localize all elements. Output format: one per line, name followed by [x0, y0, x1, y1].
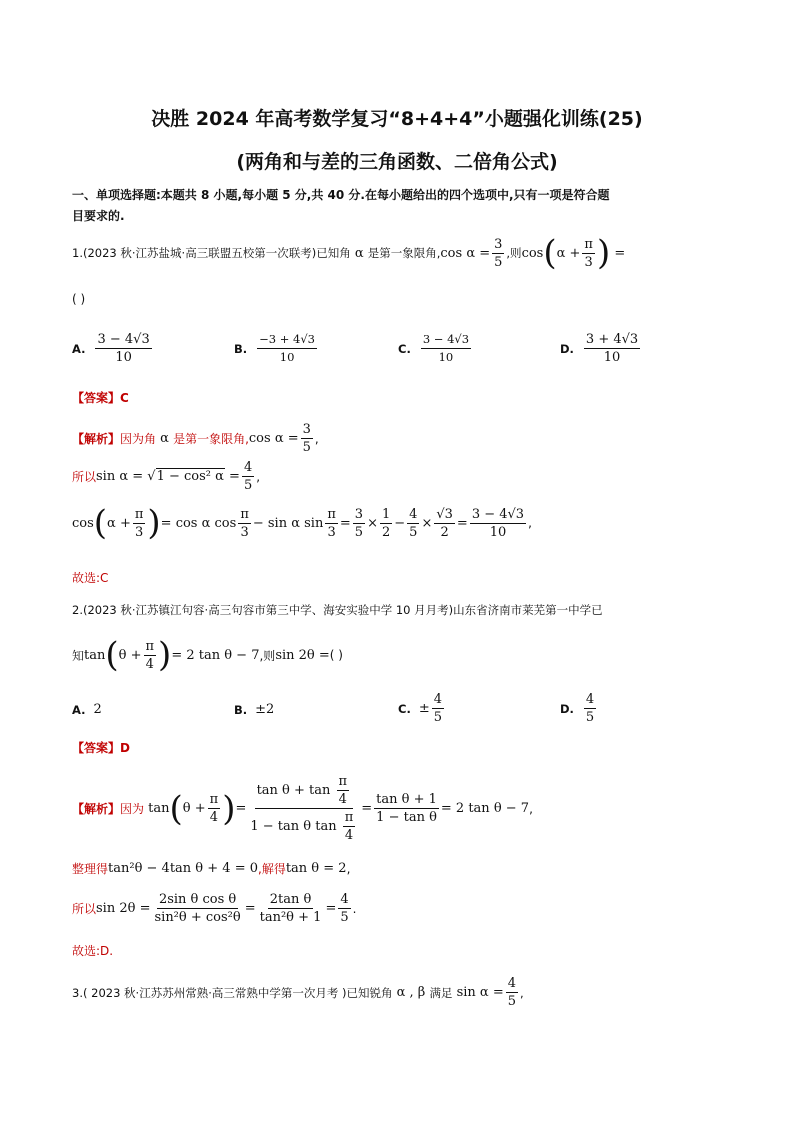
answer-value: C [120, 391, 129, 405]
analysis-tag: 【解析】 [72, 432, 121, 446]
question-text: ,则 [506, 246, 522, 260]
question-text: 是第一象限角, [367, 246, 441, 260]
option-b[interactable]: B. $\frac{-3 + 4√3}{10}$ [234, 332, 316, 364]
page-subtitle: (两角和与差的三角函数、二倍角公式) [236, 151, 558, 173]
question-1: 1. (2023 秋·江苏盐城·高三联盟五校第一次联考) 已知角 α 是第一象限角, cos α = $\frac{3}{5}$ ,则 cos ( α + $\frac{\pi}{3}$ ) = [72, 233, 626, 273]
option-a[interactable]: A. 2 [72, 702, 102, 717]
analysis-line-1: 【解析】 因为角 α 是第一象限角, cos α = $\frac{3}{5}$ , [72, 422, 319, 455]
answer-line [72, 389, 129, 406]
analysis-line-2: 整理得 tan²θ − 4tan θ + 4 = 0 ,解得 tan θ = 2 , [72, 861, 351, 876]
question-number: 2. [72, 603, 83, 617]
analysis-conclusion: 故选:C [72, 571, 109, 585]
question-text: 已知角 [316, 246, 351, 260]
question-number: 1. [72, 246, 83, 260]
option-label: C. [398, 341, 411, 356]
math-fraction: $\frac{3}{5}$ [494, 236, 503, 270]
option-c[interactable]: C. $\frac{3 - 4√3}{10}$ [398, 332, 470, 364]
analysis-conclusion: 故选:D. [72, 944, 114, 958]
option-label: D. [560, 341, 574, 356]
question-source: ( 2023 秋·江苏苏州常熟·高三常熟中学第一次月考 ) [82, 985, 347, 1000]
answer-blank: ( ) [72, 292, 86, 306]
page-title: 决胜 2024 年高考数学复习“8+4+4”小题强化训练(25) [151, 108, 643, 130]
option-label: A. [72, 341, 86, 356]
question-source: (2023 秋·江苏镇江句容·高三句容市第三中学、海安实验中学 10 月月考)山东省济南市莱芜第一中学已 [82, 603, 603, 617]
question-2 [72, 602, 603, 618]
analysis-line-2: 所以 sin α = √1 − cos² α = $\frac{4}{5}$ , [72, 460, 261, 493]
question-2-cont: 知 tan ( θ + $\frac{\pi}{4}$ ) = 2 tan θ − 7 ,则 sin 2θ = ( ) [72, 635, 343, 675]
math-expression: cos α = [440, 245, 491, 261]
answer-line: 【答案】D [72, 741, 130, 755]
analysis-line-3: cos ( α + $\frac{\pi}{3}$ ) = cos α cos $\frac{\pi}{3}$ − sin α sin $\frac{\pi}{3}$ = $\frac{3}{5}$ × $\frac{1}{2}$ − $\frac{4}{5}$ × $\frac{√3}{2}$ = $\frac{3 - 4√3}{10}$ , [72, 503, 532, 543]
option-a[interactable]: A. $\frac{3 - 4√3}{10}$ [72, 332, 150, 365]
option-d[interactable]: D. $\frac{4}{5}$ [560, 692, 595, 725]
analysis-line-3: 所以 sin 2θ = $\frac{\text{2sin θ cos θ}}{\text{sin²θ + cos²θ}}$ = $\frac{\text{2tan θ}}{\text{tan²θ + 1}}$ = $\frac{4}{5}$ . [72, 892, 357, 925]
option-d[interactable]: D. $\frac{3 + 4√3}{10}$ [560, 332, 639, 365]
question-3: 3. ( 2023 秋·江苏苏州常熟·高三常熟中学第一次月考 ) 已知锐角 α , β 满足 sin α = $\frac{4}{5}$ , [72, 976, 524, 1009]
analysis-line-1: 【解析】 因为 tan ( θ + $\frac{\pi}{4}$ ) = tan θ + tan $\frac{\pi}{4}$ 1 − tan θ tan $\frac{\pi}{4}$ = $\frac{\text{tan θ + 1}}{\text{1 − tan θ}}$ = 2 tan θ − 7 , [72, 774, 533, 843]
answer-tag: 【答案】 [72, 391, 121, 405]
math-fraction: $\frac{\pi}{3}$ [584, 236, 593, 270]
option-label: B. [234, 341, 248, 356]
option-c[interactable]: C. ± $\frac{4}{5}$ [398, 692, 442, 725]
section-heading: 一、单项选择题:本题共 8 小题,每小题 5 分,共 40 分.在每小题给出的四个选项中,只有一项是符合题 [72, 188, 610, 202]
section-heading-cont: 目要求的. [72, 209, 125, 223]
option-b[interactable]: B. ±2 [234, 702, 275, 717]
question-source: (2023 秋·江苏盐城·高三联盟五校第一次联考) [82, 246, 317, 260]
answer-value: D [120, 741, 130, 755]
